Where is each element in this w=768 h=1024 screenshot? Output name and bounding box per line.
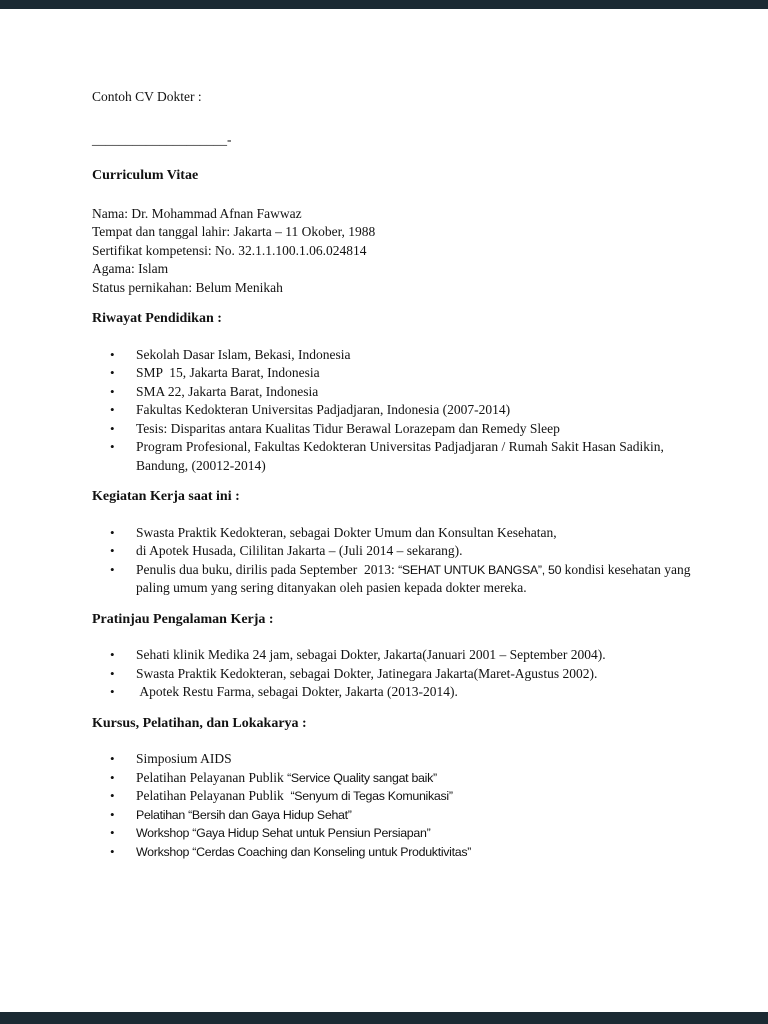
quoted-text: Workshop “Cerdas Coaching dan Konseling untuk Produktivitas”: [136, 844, 472, 859]
list-item: [110, 524, 716, 543]
list-item-text: SMP 15, Jakarta Barat, Indonesia: [136, 365, 320, 380]
list-item: [110, 420, 716, 439]
list-item-text: Swasta Praktik Kedokteran, sebagai Dokter, Jatinegara Jakarta(Maret-Agustus 2002).: [136, 665, 598, 681]
list-item: [110, 438, 716, 475]
list-item-text: Program Profesional, Fakultas Kedokteran Universitas Padjadjaran / Rumah Sakit Hasan Sadikin, Bandung, (20012-2014): [136, 439, 668, 473]
info-line-nama: Nama: Dr. Mohammad Afnan Fawwaz: [92, 205, 302, 221]
list-item: [110, 561, 716, 598]
list-item-text: Sehati klinik Medika 24 jam, sebagai Dokter, Jakarta(Januari 2001 – September 2004).: [136, 647, 606, 662]
personal-info: [92, 205, 716, 298]
document-title: Curriculum Vitae: [92, 168, 199, 183]
list-item-text: Pelatihan Pelayanan Publik: [136, 788, 291, 803]
section-heading-pengalaman-kerja: Pratinjau Pengalaman Kerja :: [92, 611, 274, 627]
list-item-text: Pelatihan Pelayanan Publik: [136, 769, 288, 785]
list-item: [110, 769, 716, 788]
list-item: [110, 665, 716, 684]
bullet-icon: •: [110, 843, 115, 859]
quoted-text: Workshop “Gaya Hidup Sehat untuk Pensiun Persiapan”: [136, 826, 431, 840]
quoted-text: “SEHAT UNTUK BANGSA”, 50: [398, 562, 562, 577]
bullet-icon: •: [110, 647, 115, 662]
bullet-icon: •: [110, 420, 115, 436]
list-item-text: Fakultas Kedokteran Universitas Padjadjaran, Indonesia (2007-2014): [136, 402, 511, 417]
bullet-icon: •: [110, 684, 115, 699]
section-heading-riwayat-pendidikan: Riwayat Pendidikan :: [92, 311, 222, 326]
quoted-text: “Service Quality sangat baik”: [287, 770, 437, 785]
list-item: [110, 787, 716, 806]
quoted-text: Pelatihan “Bersih dan Gaya Hidup Sehat”: [136, 807, 352, 822]
bullet-icon: •: [110, 402, 115, 417]
bullet-icon: •: [110, 769, 115, 785]
bullet-list-pendidikan: [92, 346, 716, 476]
bullet-icon: •: [110, 788, 115, 803]
list-item-text: Apotek Restu Farma, sebagai Dokter, Jakarta (2013-2014).: [136, 684, 458, 699]
list-item: [110, 401, 716, 420]
bullet-icon: •: [110, 543, 115, 558]
list-item: [110, 383, 716, 402]
bullet-icon: •: [110, 561, 115, 577]
divider-line: ____________________-: [92, 131, 232, 147]
list-item-text: Penulis dua buku, dirilis pada September 2013:: [136, 561, 399, 577]
list-item: [110, 683, 716, 702]
list-item-text: SMA 22, Jakarta Barat, Indonesia: [136, 383, 319, 399]
bullet-icon: •: [110, 806, 115, 822]
list-item: [110, 346, 716, 365]
document-page: [92, 88, 716, 861]
info-line-sertifikat: Sertifikat kompetensi: No. 32.1.1.100.1.06.024814: [92, 242, 367, 258]
bullet-icon: •: [110, 524, 115, 540]
bullet-icon: •: [110, 383, 115, 399]
list-item: [110, 750, 716, 769]
list-item: [110, 542, 716, 561]
bullet-icon: •: [110, 751, 115, 766]
list-item: [110, 806, 716, 825]
list-item-text: Tesis: Disparitas antara Kualitas Tidur Berawal Lorazepam dan Remedy Sleep: [136, 420, 560, 436]
info-line-tempat-tanggal-lahir: Tempat dan tanggal lahir: Jakarta – 11 Okober, 1988: [92, 224, 376, 239]
list-item: [110, 364, 716, 383]
section-heading-kursus-pelatihan: Kursus, Pelatihan, dan Lokakarya :: [92, 715, 307, 731]
info-line-status: Status pernikahan: Belum Menikah: [92, 279, 283, 295]
list-item: [110, 824, 716, 843]
bullet-list-kegiatan-kerja: [92, 524, 716, 598]
info-line-agama: Agama: Islam: [92, 261, 169, 276]
bullet-list-kursus-pelatihan: [92, 750, 716, 861]
list-item-text: kondisi kesehatan yang paling umum yang sering ditanyakan oleh pasien kepada dokter mereka.: [136, 561, 694, 595]
list-item-text: Simposium AIDS: [136, 751, 232, 766]
viewer-top-chrome-bar: [0, 0, 768, 9]
bullet-icon: •: [110, 346, 115, 362]
list-item-text: di Apotek Husada, Cililitan Jakarta – (Juli 2014 – sekarang).: [136, 543, 463, 558]
bullet-list-pengalaman-kerja: [92, 646, 716, 702]
quoted-text: “Senyum di Tegas Komunikasi”: [290, 789, 453, 803]
bullet-icon: •: [110, 439, 115, 454]
bullet-icon: •: [110, 825, 115, 840]
section-heading-kegiatan-kerja: Kegiatan Kerja saat ini :: [92, 489, 240, 504]
bullet-icon: •: [110, 365, 115, 380]
bullet-icon: •: [110, 665, 115, 681]
intro-line: Contoh CV Dokter :: [92, 89, 202, 104]
list-item-text: Sekolah Dasar Islam, Bekasi, Indonesia: [136, 346, 351, 362]
viewer-bottom-chrome-bar: [0, 1012, 768, 1024]
list-item: [110, 843, 716, 862]
list-item: [110, 646, 716, 665]
list-item-text: Swasta Praktik Kedokteran, sebagai Dokter Umum dan Konsultan Kesehatan,: [136, 524, 557, 540]
